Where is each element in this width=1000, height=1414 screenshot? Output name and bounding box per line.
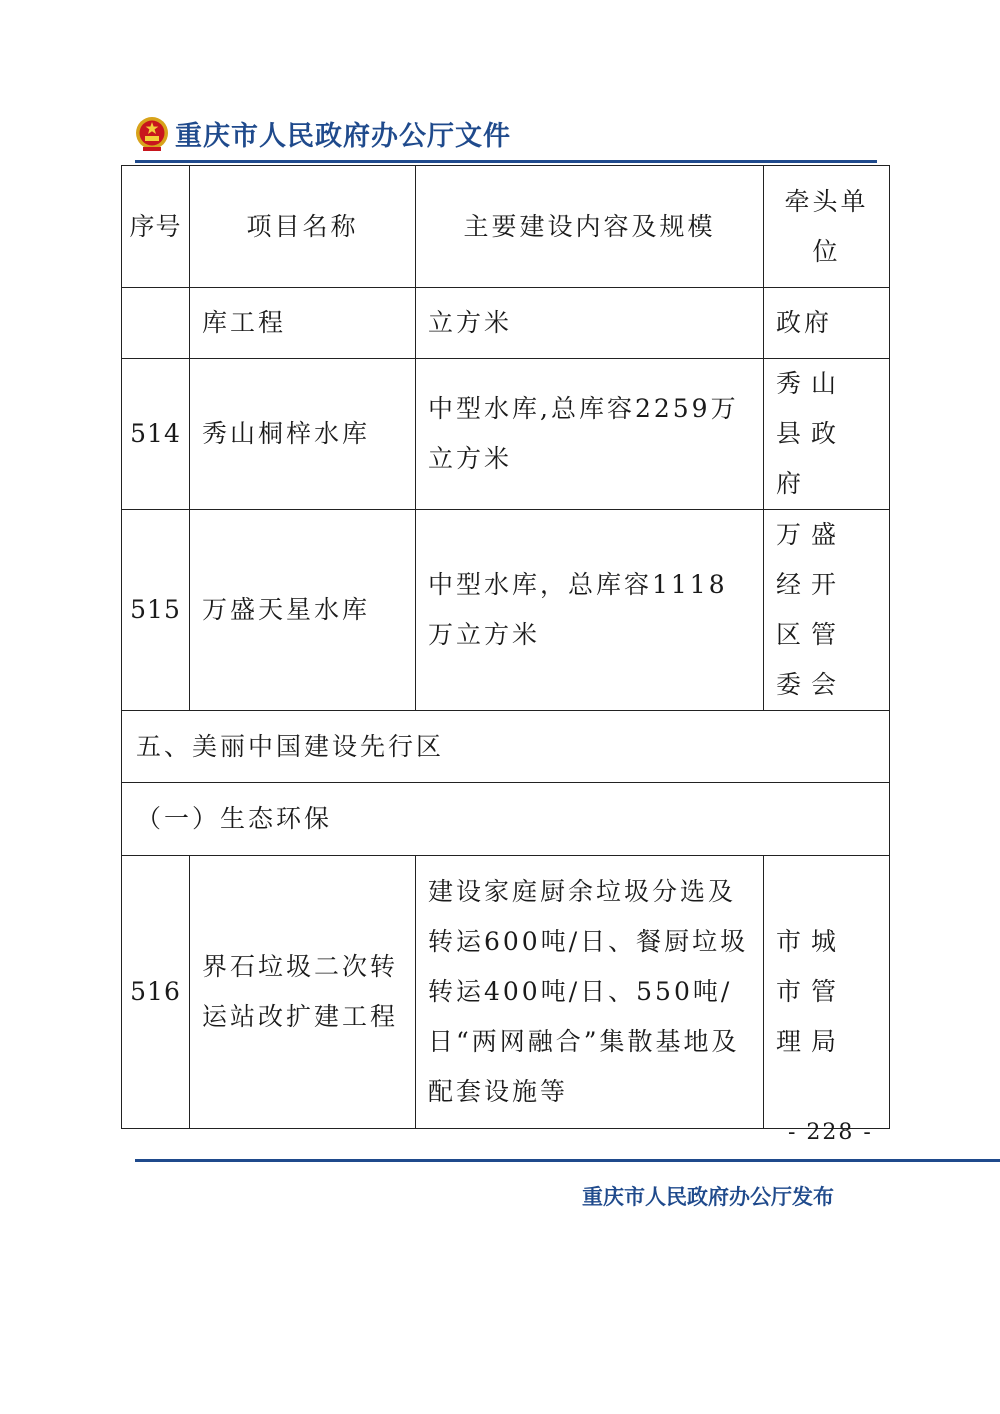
footer-divider	[135, 1159, 1000, 1162]
project-name: 界石垃圾二次转运站改扩建工程	[190, 856, 416, 1129]
table-row	[122, 359, 890, 510]
subsection-heading: （一）生态环保	[122, 783, 890, 856]
project-name: 秀山桐梓水库	[190, 359, 416, 510]
lead-unit: 市城市管理局	[764, 856, 890, 1129]
header-title: 重庆市人民政府办公厅文件	[175, 121, 511, 152]
header-divider	[135, 160, 877, 163]
page-number: - 228 -	[788, 1120, 873, 1145]
project-table	[121, 165, 890, 1129]
construction-content: 立方米	[416, 288, 764, 359]
lead-unit: 秀山县政府	[764, 359, 890, 510]
table-row	[122, 288, 890, 359]
project-name: 库工程	[190, 288, 416, 359]
column-header: 序号	[122, 166, 190, 288]
lead-unit: 政府	[764, 288, 890, 359]
national-emblem-icon	[135, 116, 169, 152]
section-heading: 五、美丽中国建设先行区	[122, 711, 890, 783]
construction-content: 中型水库,总库容2259万立方米	[416, 359, 764, 510]
section-row	[122, 711, 890, 783]
column-header: 主要建设内容及规模	[416, 166, 764, 288]
row-number: 516	[122, 856, 190, 1129]
construction-content: 中型水库，总库容1118万立方米	[416, 510, 764, 711]
lead-unit: 万盛经开区管委会	[764, 510, 890, 711]
construction-content: 建设家庭厨余垃圾分选及转运600吨/日、餐厨垃圾转运400吨/日、550吨/日“两网融合”集散基地及配套设施等	[416, 856, 764, 1129]
table-row	[122, 510, 890, 711]
row-number: 514	[122, 359, 190, 510]
column-header: 牵头单位	[764, 166, 890, 288]
column-header: 项目名称	[190, 166, 416, 288]
project-name: 万盛天星水库	[190, 510, 416, 711]
row-number	[122, 288, 190, 359]
document-header	[135, 114, 511, 153]
row-number: 515	[122, 510, 190, 711]
section-row	[122, 783, 890, 856]
table-header-row	[122, 166, 890, 288]
table-row	[122, 856, 890, 1129]
footer-publisher: 重庆市人民政府办公厅发布	[582, 1185, 834, 1209]
